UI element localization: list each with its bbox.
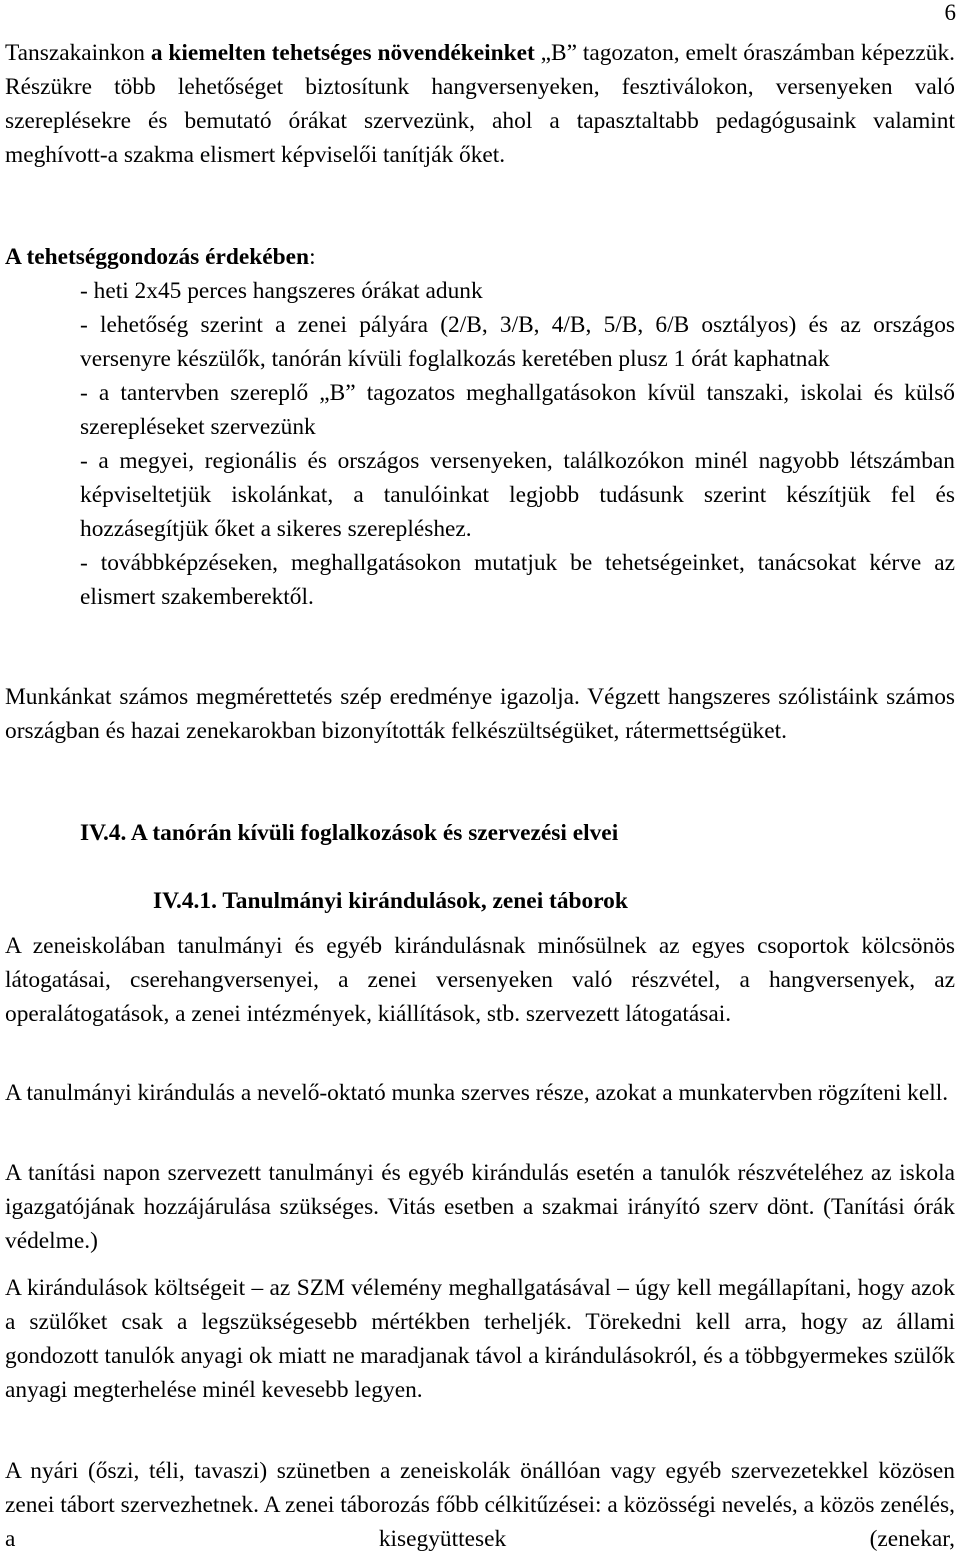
- intro-paragraph: [5, 36, 955, 172]
- subsection-heading: IV.4.1. Tanulmányi kirándulások, zenei táborok: [153, 888, 628, 914]
- talent-item-2: - lehetőség szerint a zenei pályára (2/B, 3/B, 4/B, 5/B, 6/B osztályos) és az országos versenyre készülők, tanórán kívüli foglalkozás keretében plusz 1 órát kaphatnak: [80, 312, 955, 372]
- paragraph-summer-camp: A nyári (őszi, téli, tavaszi) szünetben a zeneiskolák önállóan vagy egyéb szervezetekkel közösen zenei tábort szervezhetnek. A zenei táborozás főbb célkitűzései: a közösségi nevelés, a közös zenélés, a kisegyüttesek (zenekar,: [5, 1458, 955, 1552]
- talent-item-4: - a megyei, regionális és országos versenyeken, találkozókon minél nagyobb létszámban képviseltetjük iskolánkat, a tanulóinkat legjobb tudásunk szerint készítjük fel és hozzásegítjük őket a sikeres szerepléshez.: [80, 448, 955, 542]
- intro-text-rest: „B” tagozaton, emelt óraszámban képezzük. Részükre több lehetőséget biztosítunk hangversenyeken, fesztiválokon, versenyeken való szereplésekre és bemutató órákat szervezünk, ahol a tapasztaltabb pedagógusaink valamint meghívott-a szakma elismert képviselői tanítják őket.: [5, 40, 955, 168]
- results-paragraph: Munkánkat számos megmérettetés szép eredménye igazolja. Végzett hangszeres szólistáink számos országban és hazai zenekarokban bizonyították felkészültségüket, rátermettségüket.: [5, 684, 955, 744]
- talent-item-3: - a tantervben szereplő „B” tagozatos meghallgatásokon kívül tanszaki, iskolai és külső szerepléseket szervezünk: [80, 380, 955, 440]
- intro-text-start: Tanszakainkon: [5, 40, 151, 66]
- talent-item-5: - továbbképzéseken, meghallgatásokon mutatjuk be tehetségeinket, tanácsokat kérve az elismert szakemberektől.: [80, 550, 955, 610]
- paragraph-approval: A tanítási napon szervezett tanulmányi és egyéb kirándulás esetén a tanulók részvételéhez az iskola igazgatójának hozzájárulása szükséges. Vitás esetben a szakmai irányító szerv dönt. (Tanítási órák védelme.): [5, 1160, 955, 1254]
- intro-bold-text: a kiemelten tehetséges növendékeinket: [150, 40, 535, 66]
- section-heading: IV.4. A tanórán kívüli foglalkozások és szervezési elvei: [80, 820, 619, 846]
- talent-heading-colon: :: [309, 244, 316, 270]
- paragraph-excursions: A zeneiskolában tanulmányi és egyéb kirándulásnak minősülnek az egyes csoportok kölcsönös látogatásai, cserehangversenyei, a zenei versenyeken való részvétel, a hangversenyek, az operalátogatások, a zenei intézmények, kiállítások, stb. szervezett látogatásai.: [5, 933, 955, 1027]
- talent-heading-bold: A tehetséggondozás érdekében: [5, 244, 310, 270]
- paragraph-work-plan: A tanulmányi kirándulás a nevelő-oktató munka szerves része, azokat a munkatervben rögzíteni kell.: [5, 1080, 949, 1106]
- talent-heading: [5, 240, 955, 274]
- paragraph-costs: A kirándulások költségeit – az SZM vélemény meghallgatásával – úgy kell megállapítani, hogy azok a szülőket csak a legszükségesebb mértékben terheljék. Törekedni kell arra, hogy az állami gondozott tanulók anyagi ok miatt ne maradjanak távol a kirándulásokról, és a többgyermekes szülők anyagi megterhelése minél kevesebb legyen.: [5, 1275, 955, 1403]
- page-number: 6: [944, 0, 956, 25]
- talent-list: [80, 274, 955, 614]
- talent-item-1: - heti 2x45 perces hangszeres órákat adunk: [80, 278, 483, 304]
